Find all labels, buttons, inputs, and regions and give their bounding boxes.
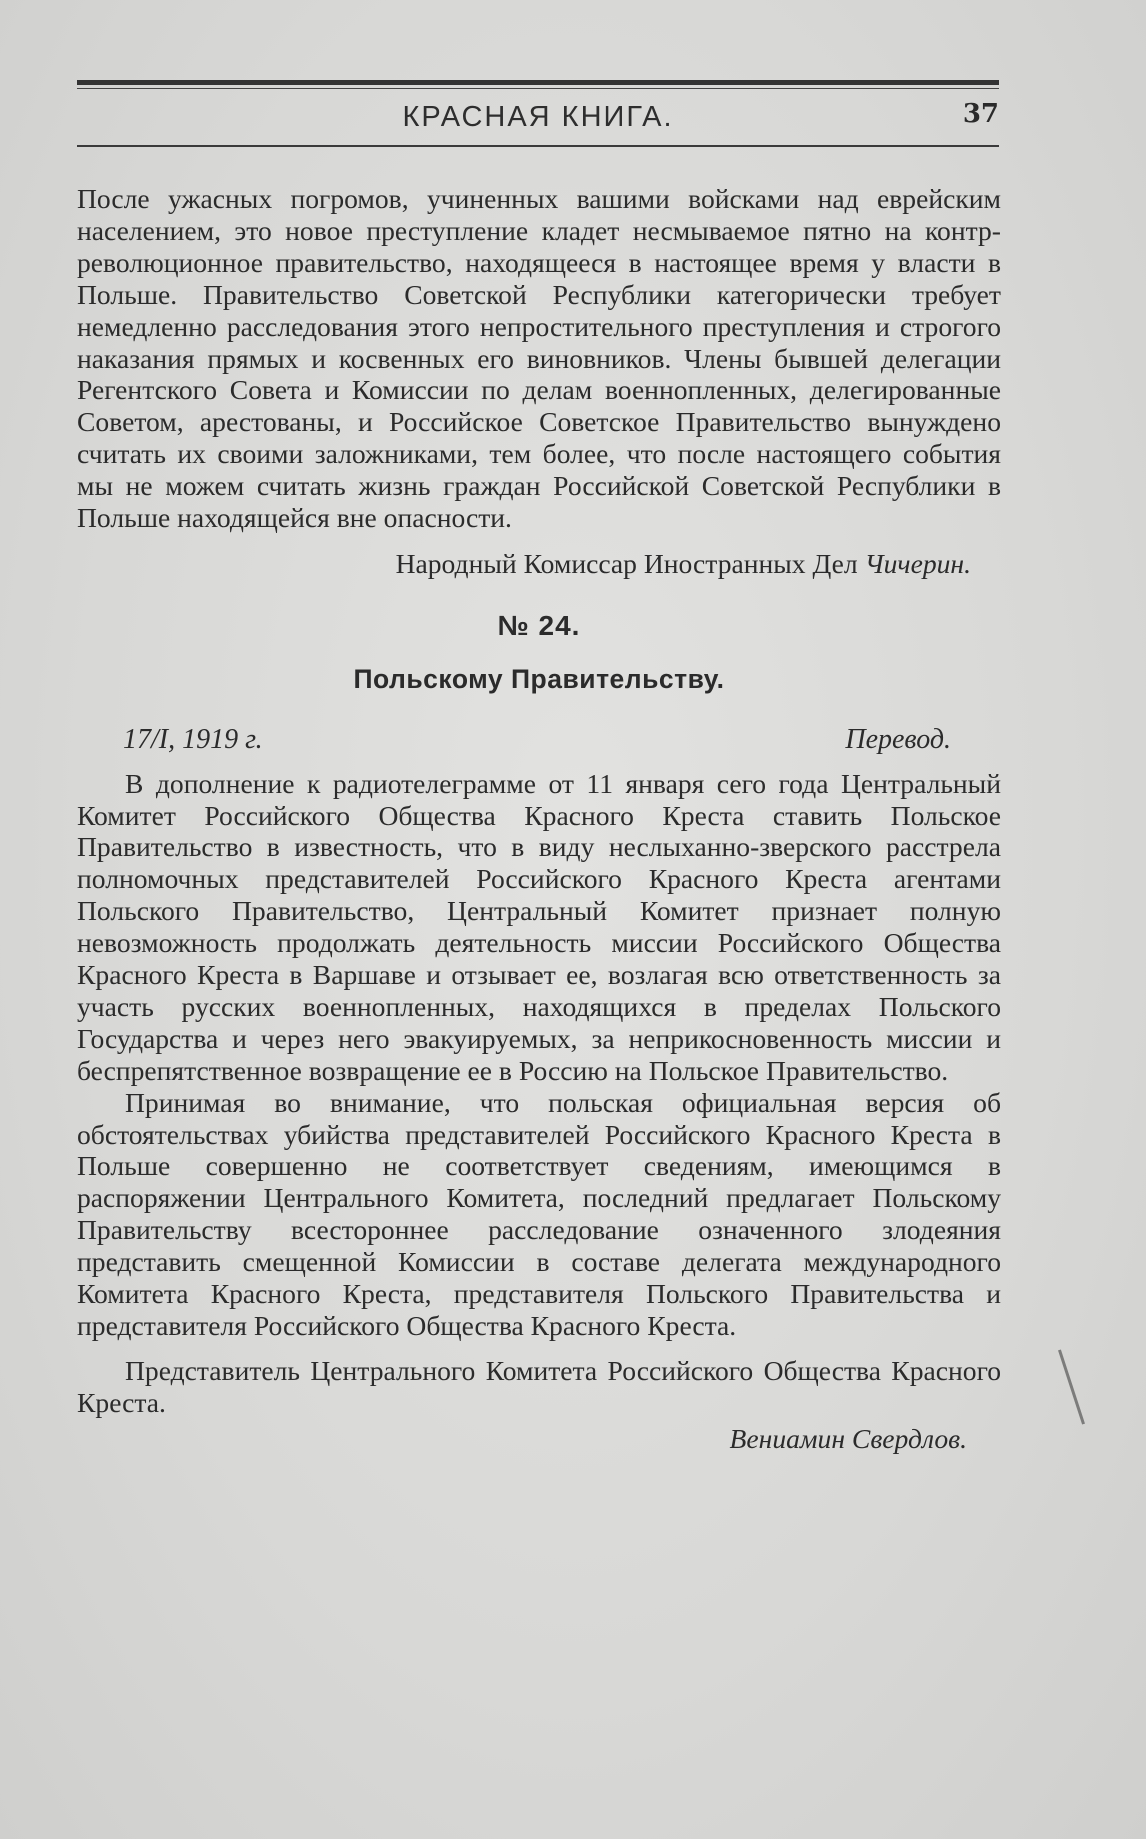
continuation-paragraph: После ужасных погромов, учиненных вашими войсками над еврейским населением, это новое преступление кладет несмываемое пятно на контр-революционное правительство, находящееся в настоящее время у власти в Польше. Правительство Советской Республики категорически требует немедленно расследования этого непростительного преступления и строгого наказания прямых и косвенных его виновников. Члены бывшей делегации Регентского Совета и Комиссии по делам военнопленных, делегированные Советом, арестованы, и Российское Советское Правительство вынуждено считать их своими заложниками, тем более, что после настоящего события мы не можем считать жизнь граждан Российской Советской Республики в Польше находящейся вне опасности. (77, 183, 1001, 534)
signoff-name: Чичерин. (864, 547, 971, 579)
document-signature: Вениамин Свердлов. (729, 1422, 967, 1454)
header-rule-thick (77, 80, 999, 85)
document-date: 17/I, 1919 г. (123, 723, 263, 755)
header-rule-bottom (77, 145, 999, 147)
document-paragraph-1: В дополнение к радиотелеграмме от 11 января сего года Центральный Комитет Российского Общества Красного Креста ставить Польское Правительство в известность, что в виду неслыханно-зверского расстрела полномочных представителей Российского Красного Креста агентами Польского Правительство, Центральный Комитет признает полную невозможность продолжать деятельность миссии Российского Общества Красного Креста в Варшаве и отзывает ее, возлагая всю ответственность за участь русских военнопленных, находящихся в пределах Польского Государства и через него эвакуируемых, за неприкосновенность миссии и беспрепятственное возвращение ее в Россию на Польское Правительство. (77, 767, 1001, 1086)
document-paragraph-2: Принимая во внимание, что польская официальная версия об обстоятельствах убийства представителей Российского Красного Креста в Польше совершенно не соответствует сведениям, имеющимся в распоряжении Центрального Комитета, последний предлагает Польскому Правительству всестороннее расследование означенного злодеяния представить смещенной Комиссии в составе делегата международного Комитета Красного Креста, представителя Польского Правительства и представителя Российского Общества Красного Креста. (77, 1086, 1001, 1341)
representative-line: Представитель Центрального Комитета Российского Общества Красного Креста. (77, 1354, 1001, 1418)
page-number: 37 (962, 99, 999, 129)
running-head (77, 97, 999, 141)
continuation-signoff (77, 548, 1001, 580)
header-rule-thin (77, 88, 999, 89)
document-heading: Польскому Правительству. (353, 663, 725, 694)
stray-pencil-mark (1058, 1349, 1085, 1424)
document-number: № 24. (497, 609, 581, 641)
translation-note: Перевод. (845, 723, 951, 755)
running-title: КРАСНАЯ КНИГА. (402, 101, 674, 133)
document-meta (77, 724, 1001, 756)
signoff-title: Народный Комиссар Иностранных Дел (395, 547, 858, 579)
page-content (77, 183, 1001, 1455)
